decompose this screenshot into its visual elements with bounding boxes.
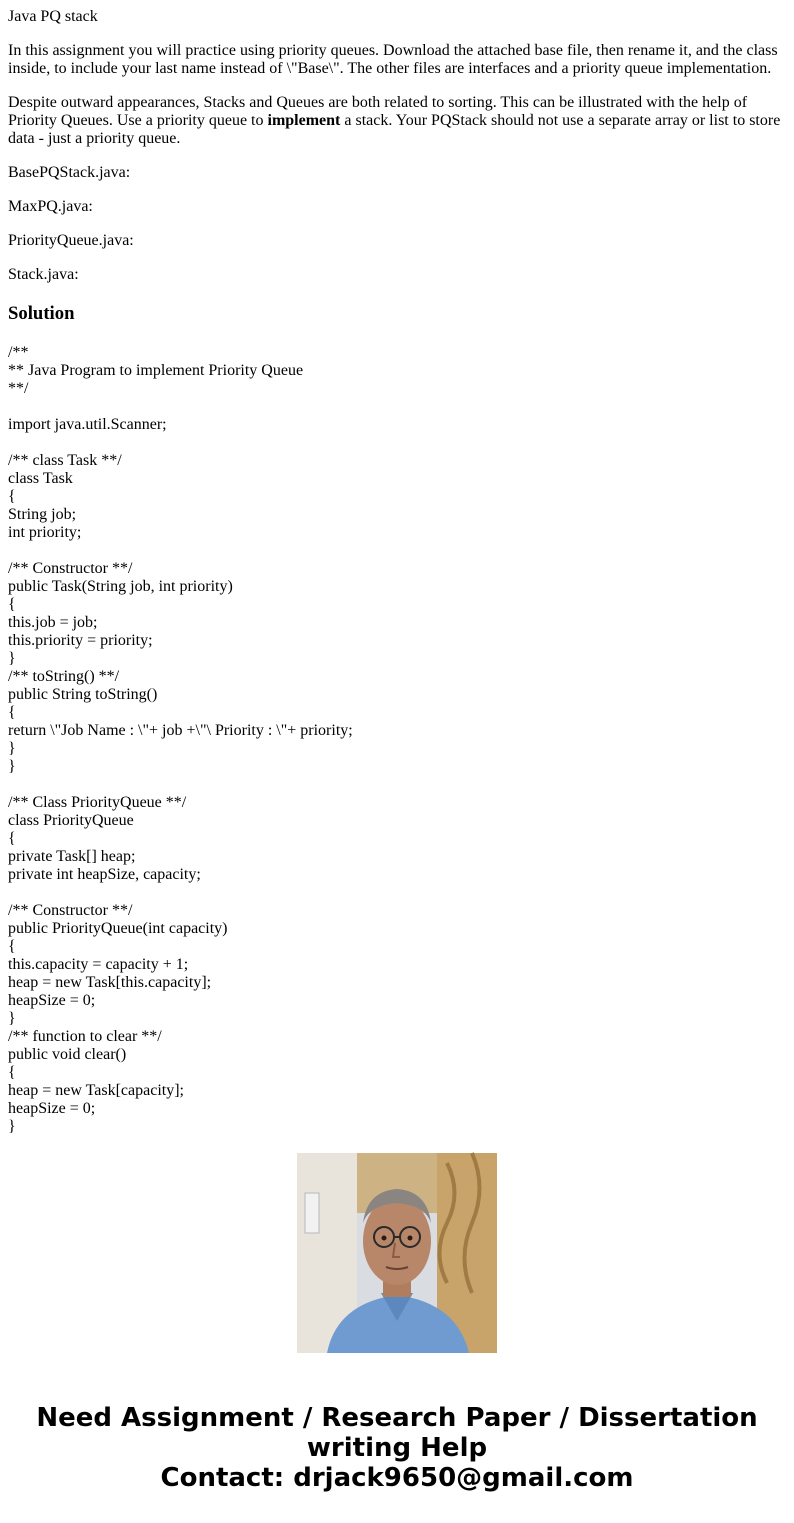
- question-title: Java PQ stack: [8, 8, 98, 25]
- avatar: [297, 1153, 497, 1353]
- person-photo-icon: [297, 1153, 497, 1353]
- paragraph-2-text-after: a stack. Your PQStack should not use a separate array or list to store data - just a priority queue.: [8, 112, 781, 147]
- question-paragraph-1: In this assignment you will practice using priority queues. Download the attached base file, then rename it, and the class inside, to include your last name instead of \"Base\". The other files are interfaces and a priority queue implementation.: [8, 42, 778, 77]
- file-label-base-pq-stack: BasePQStack.java:: [8, 164, 131, 181]
- file-label-stack: Stack.java:: [8, 266, 79, 283]
- file-label-max-pq: MaxPQ.java:: [8, 198, 93, 215]
- solution-heading: Solution: [8, 303, 75, 324]
- paragraph-2-bold-word: implement: [267, 112, 341, 129]
- promo-line-2: writing Help: [306, 1433, 488, 1463]
- paragraph-2-text-before: Despite outward appearances, Stacks and Queues are both related to sorting. This can be illustrated with the help of Priority Queues. Use a priority queue to: [8, 94, 748, 129]
- document-content: [8, 0, 786, 1135]
- promo-line-1: Need Assignment / Research Paper / Dissertation: [36, 1403, 758, 1433]
- question-paragraph-2: [8, 94, 786, 148]
- file-label-priority-queue: PriorityQueue.java:: [8, 232, 134, 249]
- promo-banner: [0, 1403, 794, 1493]
- solution-code: /** ** Java Program to implement Priority Queue **/ import java.util.Scanner; /** class Task **/ class Task { String job; int priority; /** Constructor **/ public Task(String job, int priority) { this.job = job; this.priority = priority; } /** toString() **/ public String toString() { return \"Job Name : \"+ job +\"\ Priority : \"+ priority; } } /** Class PriorityQueue **/ class PriorityQueue { private Task[] heap; private int heapSize, capacity; /** Constructor **/ public PriorityQueue(int capacity) { this.capacity = capacity + 1; heap = new Task[this.capacity]; heapSize = 0; } /** function to clear **/ public void clear() { heap = new Task[capacity]; heapSize = 0; }: [8, 344, 353, 1135]
- promo-contact: Contact: drjack9650@gmail.com: [160, 1463, 634, 1493]
